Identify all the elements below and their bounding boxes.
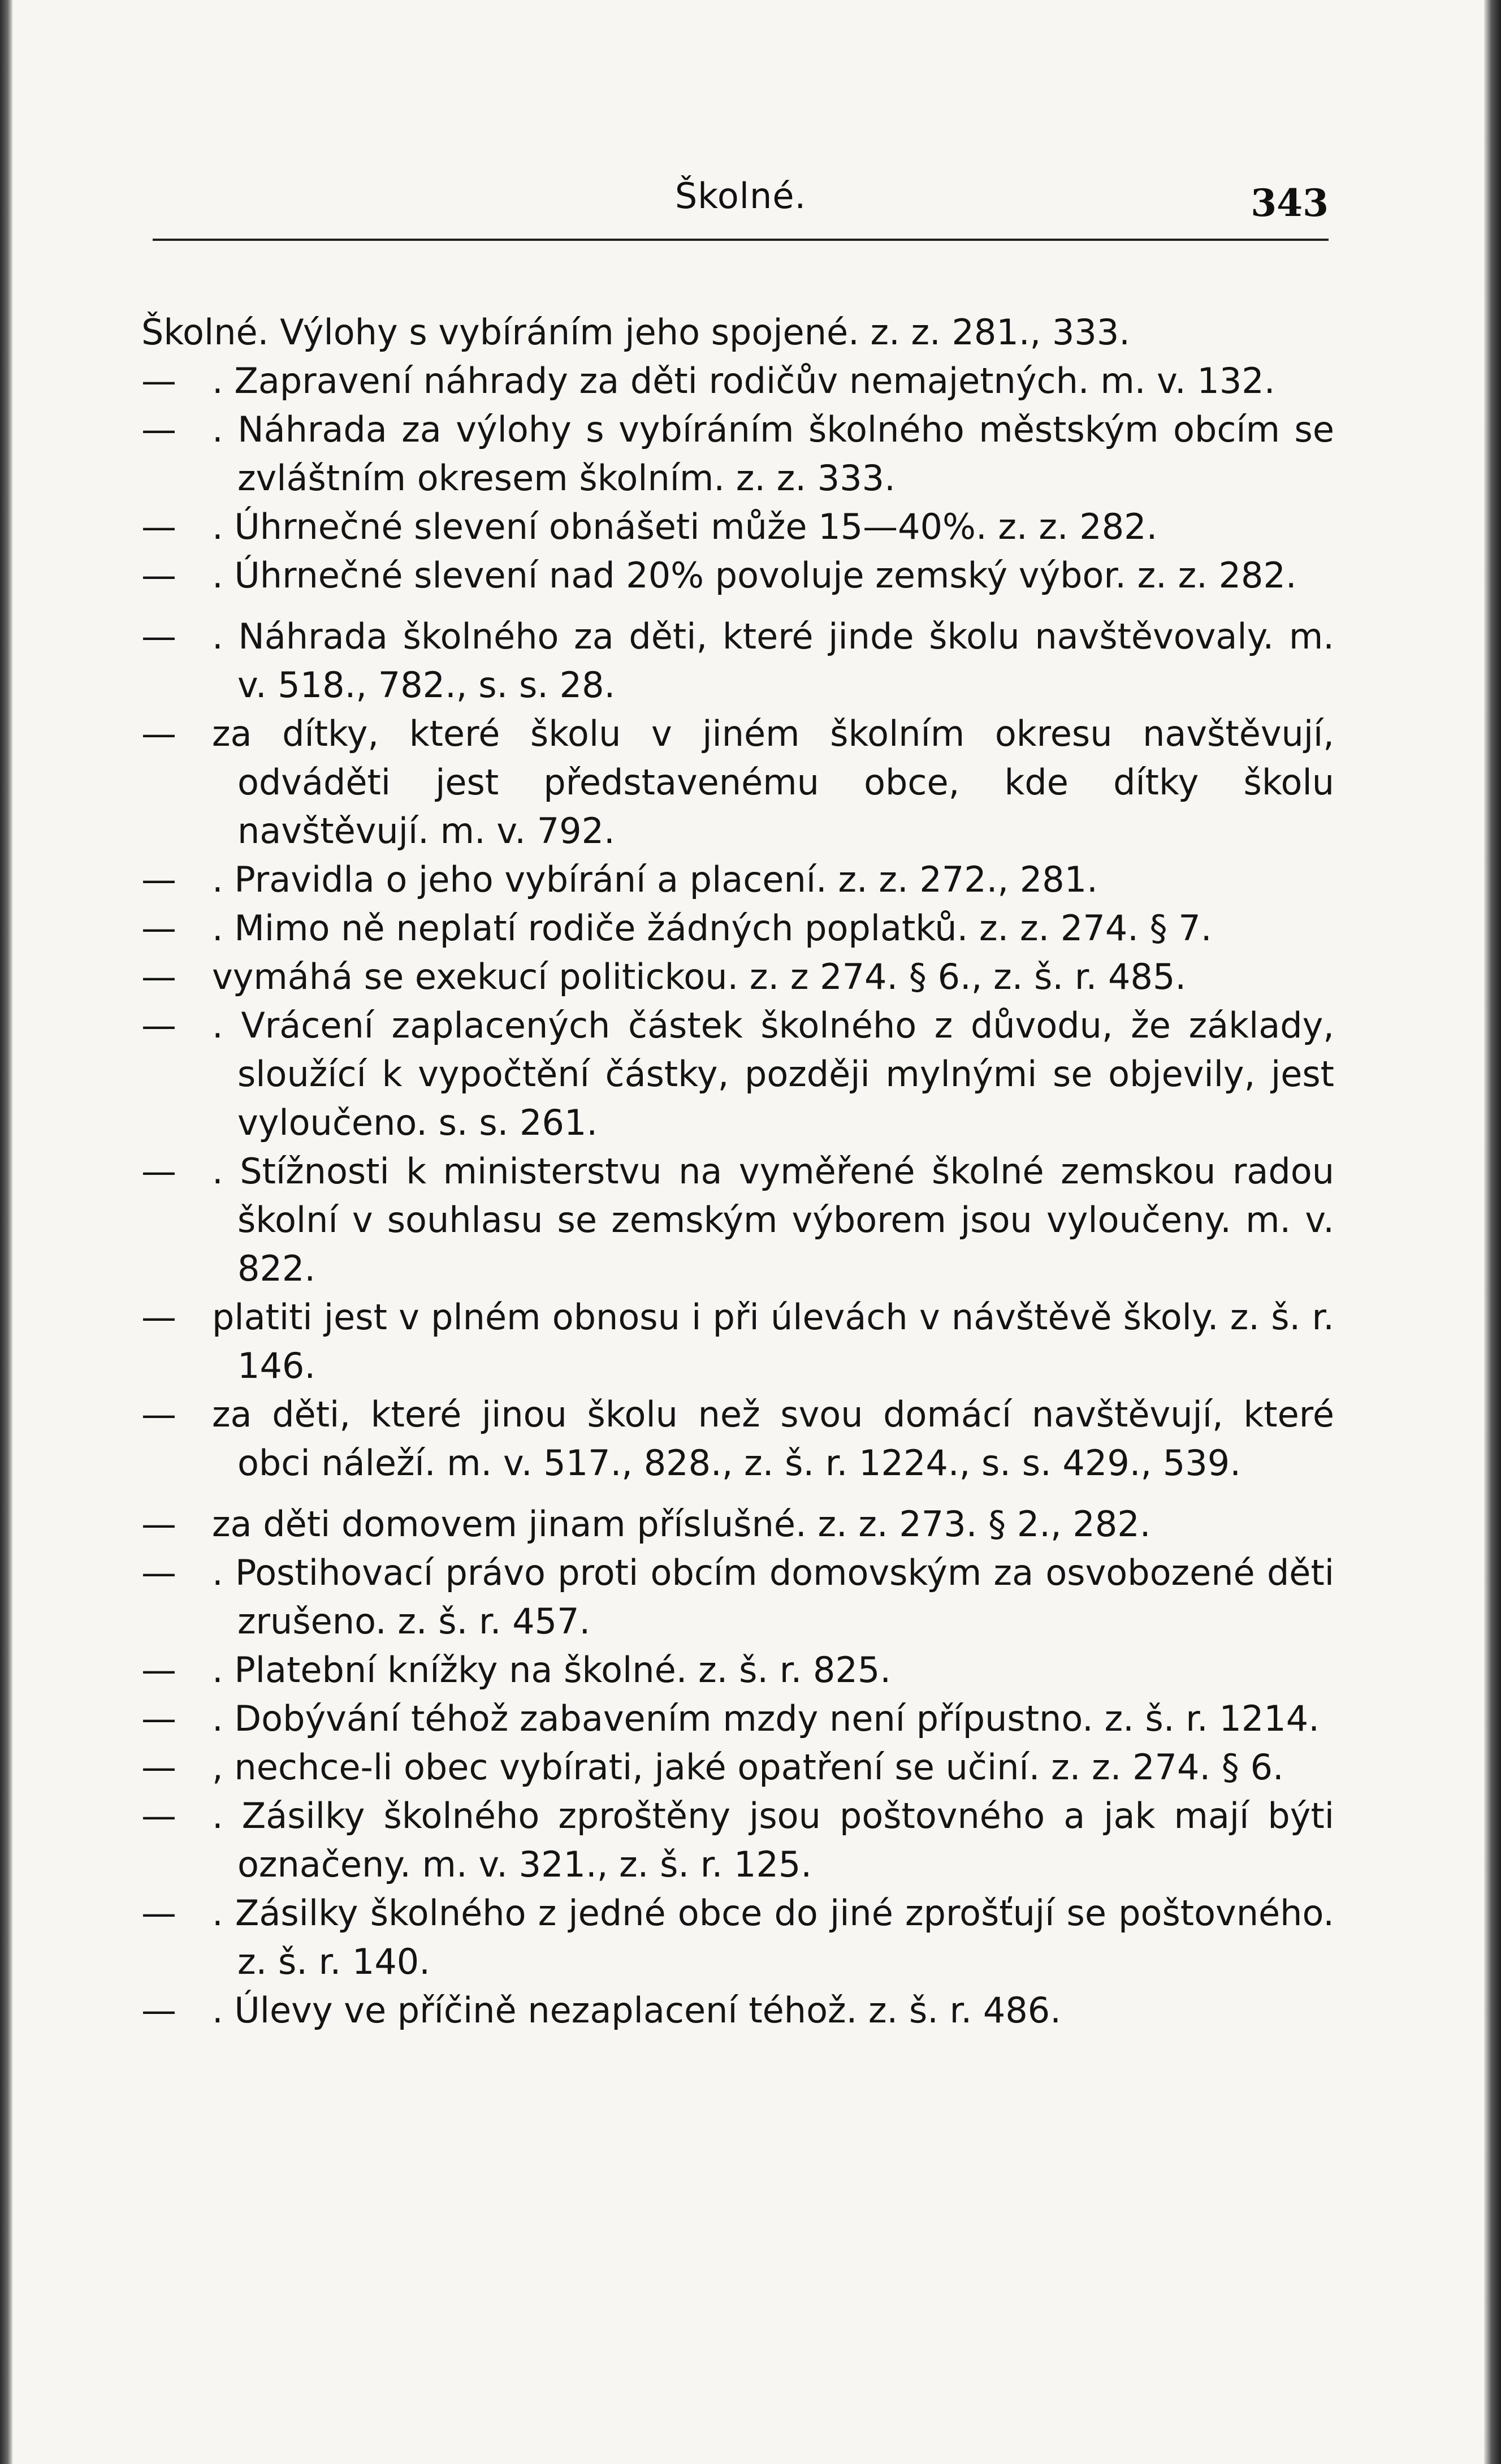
entry-dash: —: [141, 616, 176, 657]
entry-dash: —: [141, 859, 176, 900]
index-entry: [141, 1986, 1334, 2035]
entry-text: . Zásilky školného zproštěny jsou poštovného a jak mají býti označeny. m. v. 321., z. š. r. 125.: [212, 1795, 1334, 1885]
page-header: [153, 170, 1329, 232]
entry-text: vymáhá se exekucí politickou. z. z 274. § 6., z. š. r. 485.: [212, 956, 1187, 997]
entry-dash: —: [141, 1296, 176, 1338]
entry-gap: [141, 600, 1334, 612]
index-entry: [141, 710, 1334, 855]
index-entry: [141, 1147, 1334, 1293]
entry-text: . Náhrada školného za děti, které jinde školu navštěvovaly. m. v. 518., 782., s. s. 28.: [212, 616, 1334, 706]
entry-text: . Zásilky školného z jedné obce do jiné zprošťují se poštovného. z. š. r. 140.: [212, 1892, 1334, 1982]
index-entry: [141, 308, 1334, 357]
index-entry: [141, 1293, 1334, 1390]
entry-text: za dítky, které školu v jiném školním okresu navštěvují, odváděti jest představenému obce, kde dítky školu navštěvují. m. v. 792.: [212, 713, 1334, 851]
index-entry: [141, 1390, 1334, 1488]
index-entry: [141, 551, 1334, 600]
entry-text: platiti jest v plném obnosu i při úlevách v návštěvě školy. z. š. r. 146.: [212, 1296, 1334, 1386]
entry-text: , nechce-li obec vybírati, jaké opatření se učiní. z. z. 274. § 6.: [212, 1747, 1284, 1788]
entry-dash: —: [141, 1552, 176, 1593]
index-entry: [141, 1743, 1334, 1792]
entry-dash: —: [141, 907, 176, 949]
index-entry: [141, 405, 1334, 503]
index-entry: [141, 1001, 1334, 1147]
index-entry: [141, 612, 1334, 710]
entry-text: . Platební knížky na školné. z. š. r. 825.: [212, 1649, 892, 1691]
index-entry: [141, 1694, 1334, 1743]
entry-text: . Úhrnečné slevení obnášeti může 15—40%. z. z. 282.: [212, 506, 1158, 547]
entry-dash: —: [141, 1503, 176, 1545]
index-entries: [141, 308, 1334, 2035]
entry-text: za děti domovem jinam příslušné. z. z. 273. § 2., 282.: [212, 1503, 1151, 1545]
entry-dash: —: [141, 409, 176, 450]
index-entry: [141, 855, 1334, 904]
entry-dash: —: [141, 1795, 176, 1836]
entry-dash: —: [141, 713, 176, 754]
entry-dash: —: [141, 1698, 176, 1739]
entry-dash: —: [141, 1005, 176, 1046]
header-rule: [153, 239, 1329, 241]
entry-text: za děti, které jinou školu než svou domácí navštěvují, které obci náleží. m. v. 517., 828., z. š. r. 1224., s. s. 429., 539.: [212, 1394, 1334, 1484]
index-entry: [141, 357, 1334, 405]
entry-text: . Mimo ně neplatí rodiče žádných poplatků. z. z. 274. § 7.: [212, 907, 1212, 949]
page-number: 343: [1251, 181, 1329, 225]
index-entry: [141, 1500, 1334, 1549]
index-entry: [141, 503, 1334, 551]
entry-text: . Úhrnečné slevení nad 20% povoluje zemský výbor. z. z. 282.: [212, 555, 1297, 596]
page-edge-left: [0, 0, 12, 2464]
entry-gap: [141, 1488, 1334, 1500]
running-title: Školné.: [674, 175, 807, 217]
index-entry: [141, 1889, 1334, 1986]
entry-text: . Stížnosti k ministerstvu na vyměřené školné zemskou radou školní v souhlasu se zemským výborem jsou vyloučeny. m. v. 822.: [212, 1151, 1334, 1289]
index-entry: [141, 904, 1334, 953]
entry-dash: —: [141, 1747, 176, 1788]
entry-text: . Zapravení náhrady za děti rodičův nemajetných. m. v. 132.: [212, 360, 1275, 401]
page-edge-right: [1484, 0, 1501, 2464]
index-entry: [141, 1549, 1334, 1646]
entry-dash: —: [141, 1649, 176, 1691]
index-entry: [141, 1792, 1334, 1889]
entry-text: Školné. Výlohy s vybíráním jeho spojené. z. z. 281., 333.: [141, 312, 1130, 353]
index-entry: [141, 1646, 1334, 1694]
entry-text: . Náhrada za výlohy s vybíráním školného městským obcím se zvláštním okresem školním. z. z. 333.: [212, 409, 1334, 499]
entry-text: . Dobývání téhož zabavením mzdy není přípustno. z. š. r. 1214.: [212, 1698, 1320, 1739]
entry-dash: —: [141, 1151, 176, 1192]
entry-text: . Pravidla o jeho vybírání a placení. z. z. 272., 281.: [212, 859, 1098, 900]
index-entry: [141, 953, 1334, 1001]
entry-dash: —: [141, 506, 176, 547]
entry-dash: —: [141, 956, 176, 997]
entry-dash: —: [141, 1892, 176, 1934]
entry-text: . Vrácení zaplacených částek školného z důvodu, že základy, sloužící k vypočtění částky, později mylnými se objevily, jest vyloučeno. s. s. 261.: [212, 1005, 1334, 1143]
entry-dash: —: [141, 1394, 176, 1435]
entry-dash: —: [141, 360, 176, 401]
entry-dash: —: [141, 555, 176, 596]
entry-text: . Úlevy ve příčině nezaplacení téhož. z. š. r. 486.: [212, 1990, 1061, 2031]
entry-dash: —: [141, 1990, 176, 2031]
entry-text: . Postihovací právo proti obcím domovským za osvobozené děti zrušeno. z. š. r. 457.: [212, 1552, 1334, 1642]
